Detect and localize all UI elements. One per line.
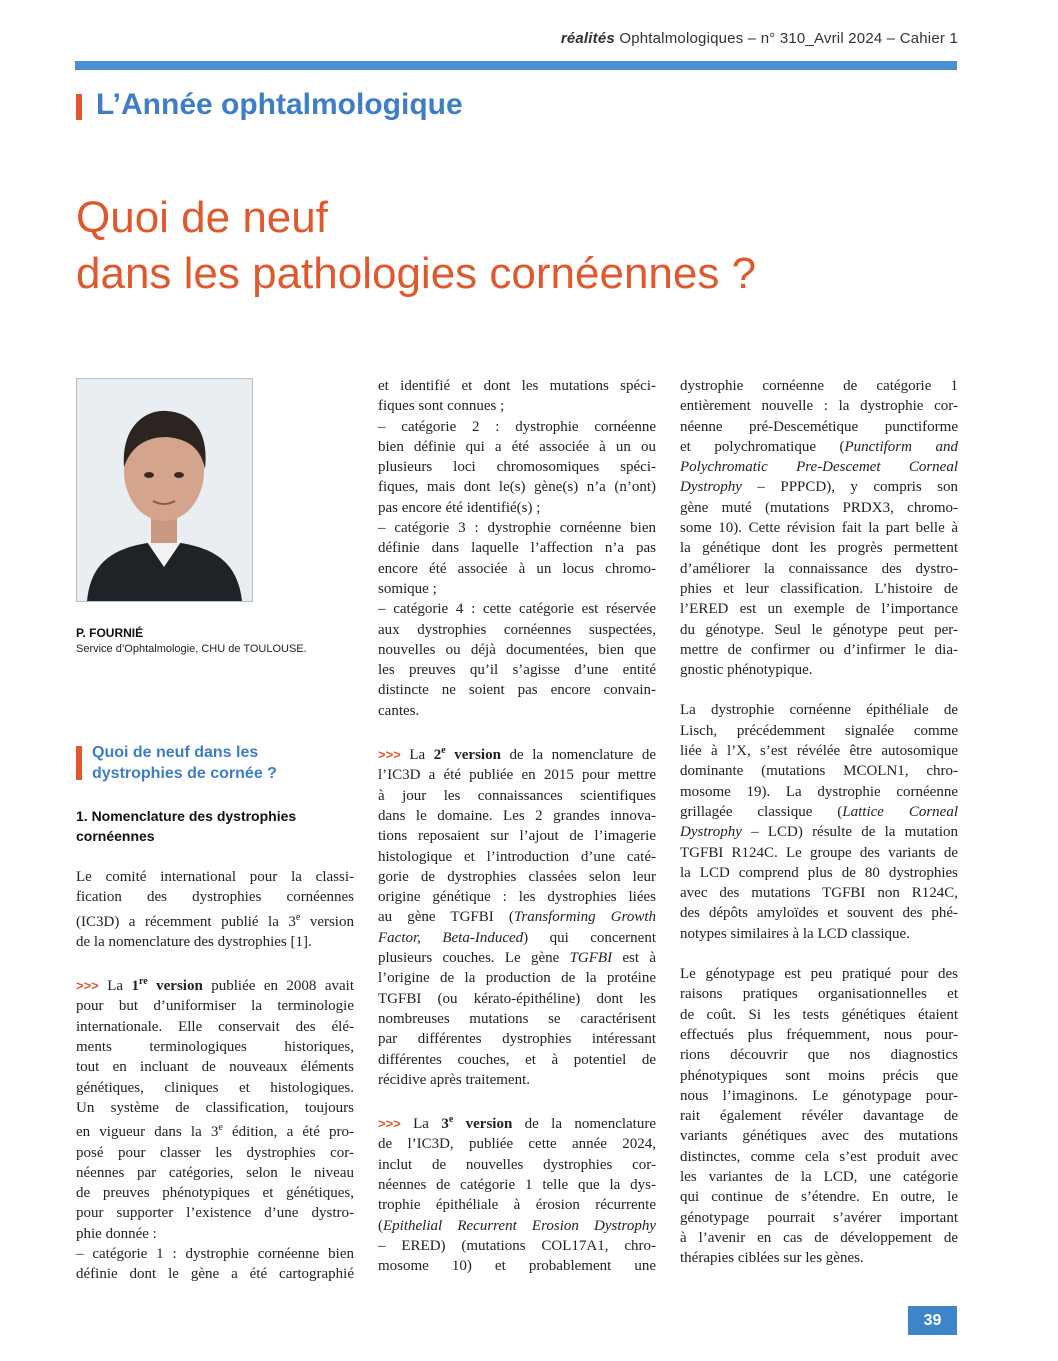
text-line: – catégorie 1 : dystrophie cornéenne bien xyxy=(76,1246,354,1263)
text-line: aux dystrophies cornéennes suspectées, xyxy=(378,621,656,638)
text-line: (IC3D) a récemment publié la 3e version xyxy=(76,911,354,930)
text-line: somique ; xyxy=(378,580,437,597)
paragraph xyxy=(680,700,958,944)
text-line: nous l’imaginons. Le génotypage pour- xyxy=(680,1087,958,1104)
text-line: la LCD comprend plus de 80 dystrophies xyxy=(680,864,958,881)
rubric-title: L’Année ophtalmologique xyxy=(96,88,463,121)
text-line: génotypage pourrait s’avérer important xyxy=(680,1209,958,1226)
text-line: mosome 19). La dystrophie cornéenne xyxy=(680,783,958,800)
text-column-3 xyxy=(680,376,958,1268)
text-line: mettre de confirmer ou d’infirmer le dia- xyxy=(680,641,958,658)
text-line: thérapies ciblées sur les gènes. xyxy=(680,1250,864,1267)
text-line: à jour les connaissances scientifiques xyxy=(378,787,656,804)
text-line: du génotype. Seul le génotype peut per- xyxy=(680,621,958,638)
text-line: qui continue de s’étendre. En outre, le xyxy=(680,1189,958,1206)
text-line: nouvelles ou déjà documentées, bien que xyxy=(378,641,656,658)
header-rule xyxy=(75,61,957,70)
text-line: phies et leur classification. L’histoire de xyxy=(680,580,958,597)
text-line: avec des mutations TGFBI non R124C, xyxy=(680,885,958,902)
text-line: phénotypiques sont moins précis que xyxy=(680,1067,958,1084)
text-line: à l’avenir en cas de développement de xyxy=(680,1229,958,1246)
text-line: – ERED) (mutations COL17A1, chro- xyxy=(378,1237,656,1254)
text-line: TGFBI R124C. Le groupe des variants de xyxy=(680,844,958,861)
text-column-1 xyxy=(76,867,354,1285)
text-line: néennes par catégories, selon le niveau xyxy=(76,1164,354,1181)
text-line: posé pour classer les dystrophies cor- xyxy=(76,1144,354,1161)
text-line: génétiques, cliniques et histologiques. xyxy=(76,1079,354,1096)
paragraph xyxy=(378,376,656,721)
text-line: par différentes dystrophies intéressant xyxy=(378,1031,656,1048)
text-line: TGFBI (ou kérato-épithéline) dont les xyxy=(378,990,656,1007)
title-line: dans les pathologies cornéennes ? xyxy=(76,249,757,298)
text-column-2 xyxy=(378,376,656,1276)
section-marker xyxy=(76,746,82,780)
text-line: plusieurs couches. Le gène TGFBI est à xyxy=(378,950,657,967)
text-line: trophie épithéliale à érosion récurrente xyxy=(378,1197,656,1214)
text-line: >>> La 3e version de la nomenclature xyxy=(378,1114,656,1133)
author-photo xyxy=(76,378,253,602)
text-line: les variantes de la LCD, une catégorie xyxy=(680,1168,958,1185)
text-line: Dystrophy – PPPCD), y compris son xyxy=(680,479,958,496)
text-line: inclut de nouvelles dystrophies cor- xyxy=(378,1156,656,1173)
text-line: grillagée classique (Lattice Corneal xyxy=(680,803,958,820)
text-line: d’améliorer la connaissance des dystro- xyxy=(680,560,958,577)
text-line: >>> La 2e version de la nomenclature de xyxy=(378,745,656,764)
author-name: P. FOURNIÉ xyxy=(76,626,144,640)
text-line: plusieurs loci chromosomiques spéci- xyxy=(378,459,656,476)
text-line: Le comité international pour la classi- xyxy=(76,869,354,885)
text-line: gnostic phénotypique. xyxy=(680,662,813,679)
text-line: au gène TGFBI (Transforming Growth xyxy=(378,909,656,926)
text-line: Le génotypage est peu pratiqué pour des xyxy=(680,966,958,983)
text-line: cantes. xyxy=(378,702,420,719)
text-line: phie donnée : xyxy=(76,1225,157,1242)
text-line: gorie de dystrophies classées selon leur xyxy=(378,868,656,885)
text-line: tout en incluant de nouveaux éléments xyxy=(76,1059,354,1076)
text-line: néenne pré-Descemétique punctiforme xyxy=(680,418,958,435)
text-line: Dystrophy – LCD) résulte de la mutation xyxy=(680,824,958,841)
section-heading: Quoi de neuf dans les dystrophies de cornée ? xyxy=(92,744,277,782)
journal-issue: Ophtalmologiques – n° 310_Avril 2024 – Cahier 1 xyxy=(614,30,958,47)
text-line: entièrement nouvelle : la dystrophie cor- xyxy=(680,398,958,415)
text-line: rait également révéler davantage de xyxy=(680,1108,958,1125)
text-line: mosome 10) et probablement une xyxy=(378,1258,656,1275)
paragraph xyxy=(378,1110,656,1276)
text-line: de coût. Si les tests génétiques étaient xyxy=(680,1006,958,1023)
text-line: de preuves phénotypiques et génétiques, xyxy=(76,1185,354,1202)
text-line: internationale. Elle conservait des élé- xyxy=(76,1018,354,1035)
text-line: rions découvrir que nos diagnostics xyxy=(680,1047,958,1064)
text-line: les preuves qu’il s’agisse d’une entité xyxy=(378,662,656,679)
text-line: La dystrophie cornéenne épithéliale de xyxy=(680,702,958,719)
text-line: Polychromatic Pre-Descemet Corneal xyxy=(680,459,958,476)
text-line: – catégorie 2 : dystrophie cornéenne xyxy=(378,418,656,435)
rubric-marker xyxy=(76,94,82,120)
text-line: de la nomenclature des dystrophies [1]. xyxy=(76,933,312,950)
text-line: Un système de classification, toujours xyxy=(76,1099,354,1116)
text-line: néennes de catégorie 1 telle que la dys- xyxy=(378,1176,656,1193)
journal-header xyxy=(561,30,958,47)
text-line: dans le domaine. Les 2 grandes innova- xyxy=(378,807,656,824)
paragraph xyxy=(680,376,958,680)
text-line: pas encore été identifié(s) ; xyxy=(378,499,541,516)
article-title xyxy=(76,190,756,302)
text-line: some 10). Cette révision fait la part belle à xyxy=(680,520,958,537)
text-line: liée à l’X, s’est révélée être autosomique xyxy=(680,743,958,760)
text-line: tions reposaient sur l’ajout de l’imagerie xyxy=(378,828,656,845)
text-line: histologique et l’introduction d’une caté- xyxy=(378,848,656,865)
text-line: Factor, Beta-Induced) qui concernent xyxy=(378,929,656,946)
page-number: 39 xyxy=(908,1306,957,1335)
text-line: en vigueur dans la 3e édition, a été pro- xyxy=(76,1122,354,1141)
text-line: et polychromatique (Punctiform and xyxy=(680,438,958,455)
text-line: origine génétique : les dystrophies liées xyxy=(378,889,656,906)
text-line: (Epithelial Recurrent Erosion Dystrophy xyxy=(378,1217,656,1234)
text-line: Lisch, précédemment signalée comme xyxy=(680,722,958,739)
text-line: dominante (mutations MCOLN1, chro- xyxy=(680,763,958,780)
paragraph xyxy=(680,964,958,1268)
paragraph xyxy=(76,867,354,952)
text-line: pour but d’uniformiser la terminologie xyxy=(76,998,354,1015)
text-line: encore été associée à un locus chromo- xyxy=(378,560,656,577)
text-line: notypes similaires à la LCD classique. xyxy=(680,925,910,942)
text-line: raisons pratiques organisationnelles et xyxy=(680,986,958,1003)
text-line: ments terminologiques historiques, xyxy=(76,1039,354,1056)
text-line: pour supporter l’existence d’une dystro- xyxy=(76,1205,354,1222)
text-line: >>> La 1re version publiée en 2008 avait xyxy=(76,976,354,995)
author-affiliation: Service d’Ophtalmologie, CHU de TOULOUSE. xyxy=(76,643,307,655)
text-line: définie dans laquelle l’affection n’a pas xyxy=(378,540,656,557)
text-line: différentes couches, et à potentiel de xyxy=(378,1051,656,1068)
text-line: fiques sont connues ; xyxy=(378,398,505,415)
text-line: l’origine de la production de la protéine xyxy=(378,970,656,987)
subsection-heading: 1. Nomenclature des dystrophies cornéennes xyxy=(76,808,297,844)
journal-brand: réalités xyxy=(560,30,615,47)
text-line: bien définie qui a été associée à un ou xyxy=(378,438,656,455)
text-line: effectués plus fréquemment, nous pour- xyxy=(680,1026,958,1043)
title-line: Quoi de neuf xyxy=(76,193,328,242)
text-line: dystrophie cornéenne de catégorie 1 xyxy=(680,378,958,394)
text-line: variants génétiques avec des mutations xyxy=(680,1128,958,1145)
text-line: de l’IC3D, publiée cette année 2024, xyxy=(378,1136,656,1153)
text-line: distincte ne soient pas encore convain- xyxy=(378,682,656,699)
text-line: fication des dystrophies cornéennes xyxy=(76,889,354,906)
text-line: l’ERED est un exemple de l’importance xyxy=(680,601,958,618)
text-line: la génétique dont les progrès permettent xyxy=(680,540,958,557)
paragraph xyxy=(76,972,354,1284)
author-portrait-icon xyxy=(77,379,252,601)
text-line: distinctes, comme cela s’est produit avec xyxy=(680,1148,958,1165)
text-line: récidive après traitement. xyxy=(378,1071,531,1088)
text-line: définie dont le gène a été cartographié xyxy=(76,1266,354,1283)
text-line: – catégorie 3 : dystrophie cornéenne bien xyxy=(378,520,656,537)
text-line: l’IC3D a été publiée en 2015 pour mettre xyxy=(378,767,656,784)
text-line: fiques, mais dont le(s) gène(s) n’a (n’ont) xyxy=(378,479,656,496)
text-line: gène muté (mutations PRDX3, chromo- xyxy=(680,499,958,516)
text-line: des dépôts amyloïdes et souvent des phé- xyxy=(680,905,958,922)
paragraph xyxy=(378,741,656,1090)
text-line: et identifié et dont les mutations spéci- xyxy=(378,378,656,394)
text-line: – catégorie 4 : cette catégorie est réservée xyxy=(378,601,656,618)
text-line: nombreuses mutations se caractérisent xyxy=(378,1010,656,1027)
